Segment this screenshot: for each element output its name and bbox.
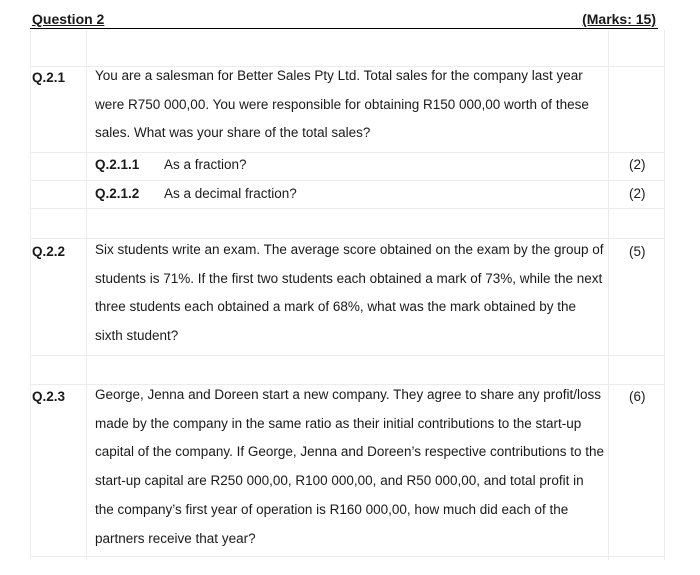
question-header bbox=[30, 8, 658, 29]
subquestion-number-2-1-2: Q.2.1.2 bbox=[95, 186, 140, 201]
subquestion-text-2-1-1: As a fraction? bbox=[164, 157, 247, 172]
grid-line bbox=[30, 355, 664, 356]
subquestion-number-2-1-1: Q.2.1.1 bbox=[95, 157, 140, 172]
subquestion-marks-2-1-2: (2) bbox=[629, 186, 646, 201]
grid-line bbox=[30, 556, 664, 557]
grid-line bbox=[30, 208, 664, 209]
grid-line bbox=[86, 30, 87, 560]
grid-line bbox=[30, 30, 31, 560]
grid-line bbox=[30, 180, 664, 181]
question-text-2-1: You are a salesman for Better Sales Pty Ltd. Total sales for the company last year were R750 000,00. You were responsible for obtaining R150 000,00 worth of these sales. What was your share of the total sales? bbox=[95, 68, 589, 141]
subquestion-text-2-1-2: As a decimal fraction? bbox=[164, 186, 297, 201]
question-marks-2-2: (5) bbox=[629, 244, 646, 259]
question-marks-2-3: (6) bbox=[629, 389, 646, 404]
subquestion-marks-2-1-1: (2) bbox=[629, 157, 646, 172]
question-number-2-3: Q.2.3 bbox=[32, 389, 66, 404]
grid-line bbox=[608, 30, 609, 560]
marks-total: (Marks: 15) bbox=[582, 11, 656, 27]
question-number-2-2: Q.2.2 bbox=[32, 244, 66, 259]
grid-line bbox=[30, 152, 664, 153]
grid-line bbox=[664, 30, 665, 560]
question-number-2-1: Q.2.1 bbox=[32, 70, 66, 85]
question-title: Question 2 bbox=[32, 11, 105, 27]
question-text-2-3: George, Jenna and Doreen start a new company. They agree to share any profit/loss made by the company in the same ratio as their initial contributions to the start-up capital of the company. If George, Jenna and Doreen’s respective contributions to the start-up capital are R250 000,00, R100 000,00, and R50 000,00, and total profit in the company’s first year of operation is R160 000,00, how much did each of the partners receive that year? bbox=[95, 387, 605, 546]
question-text-2-2: Six students write an exam. The average score obtained on the exam by the group of students is 71%. If the first two students each obtained a mark of 73%, while the next three students each obtained a mark of 68%, what was the mark obtained by the sixth student? bbox=[95, 242, 604, 344]
